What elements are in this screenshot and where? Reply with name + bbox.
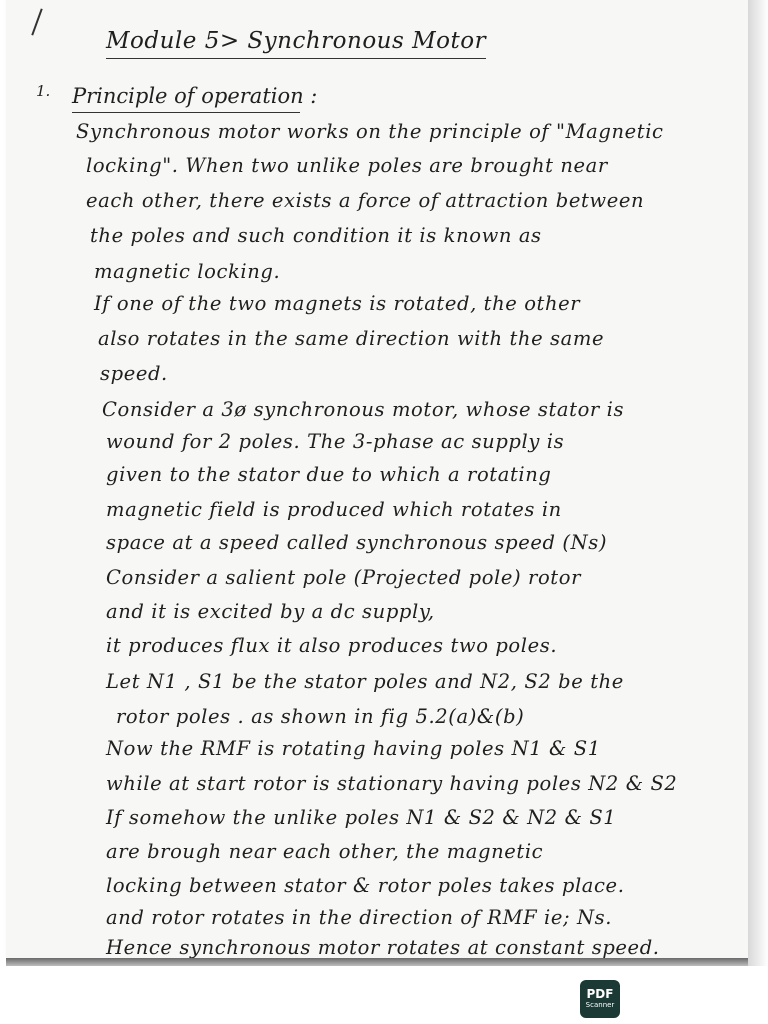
heading-underline <box>72 112 300 113</box>
pdf-scanner-logo <box>580 980 620 1018</box>
text-line: it produces flux it also produces two poles. <box>106 634 558 657</box>
text-line: Consider a salient pole (Projected pole) rotor <box>106 566 581 589</box>
text-line: speed. <box>100 362 168 385</box>
text-line: also rotates in the same direction with the same <box>98 327 605 350</box>
text-line: space at a speed called synchronous speed (Ns) <box>106 531 608 554</box>
text-line: Consider a 3ø synchronous motor, whose stator is <box>102 398 625 421</box>
section-heading: Principle of operation : <box>72 84 318 108</box>
text-line: Hence synchronous motor rotates at constant speed. <box>106 936 660 958</box>
text-line: locking". When two unlike poles are brought near <box>86 154 608 177</box>
text-line: If somehow the unlike poles N1 & S2 & N2 & S1 <box>106 806 617 829</box>
text-line: Synchronous motor works on the principle of "Magnetic <box>76 120 664 143</box>
scanned-page <box>6 0 748 958</box>
logo-text-pdf: PDF <box>586 987 614 1001</box>
logo-text-scanner: Scanner <box>585 1001 615 1009</box>
title-underline <box>106 58 486 59</box>
page-edge-shadow <box>748 0 768 966</box>
text-line: Now the RMF is rotating having poles N1 & S1 <box>106 737 601 760</box>
text-line: magnetic locking. <box>94 260 281 283</box>
text-line: locking between stator & rotor poles takes place. <box>106 874 625 897</box>
heading-number: 1. <box>36 82 51 100</box>
text-line: the poles and such condition it is known as <box>90 224 542 247</box>
text-line: given to the stator due to which a rotating <box>106 463 552 486</box>
text-line: are brough near each other, the magnetic <box>106 840 544 863</box>
margin-tick-mark <box>31 9 42 36</box>
page-title: Module 5> Synchronous Motor <box>106 28 487 54</box>
text-line: Let N1 , S1 be the stator poles and N2, S2 be the <box>106 670 624 693</box>
text-line: magnetic field is produced which rotates in <box>106 498 562 521</box>
page-bottom-edge <box>6 958 748 966</box>
text-line: each other, there exists a force of attraction between <box>86 189 645 212</box>
text-line: If one of the two magnets is rotated, the other <box>94 292 581 315</box>
text-line: and rotor rotates in the direction of RMF ie; Ns. <box>106 906 613 929</box>
text-line: rotor poles . as shown in fig 5.2(a)&(b) <box>116 705 525 728</box>
text-line: and it is excited by a dc supply, <box>106 600 435 623</box>
text-line: while at start rotor is stationary having poles N2 & S2 <box>106 772 678 795</box>
text-line: wound for 2 poles. The 3-phase ac supply is <box>106 430 565 453</box>
